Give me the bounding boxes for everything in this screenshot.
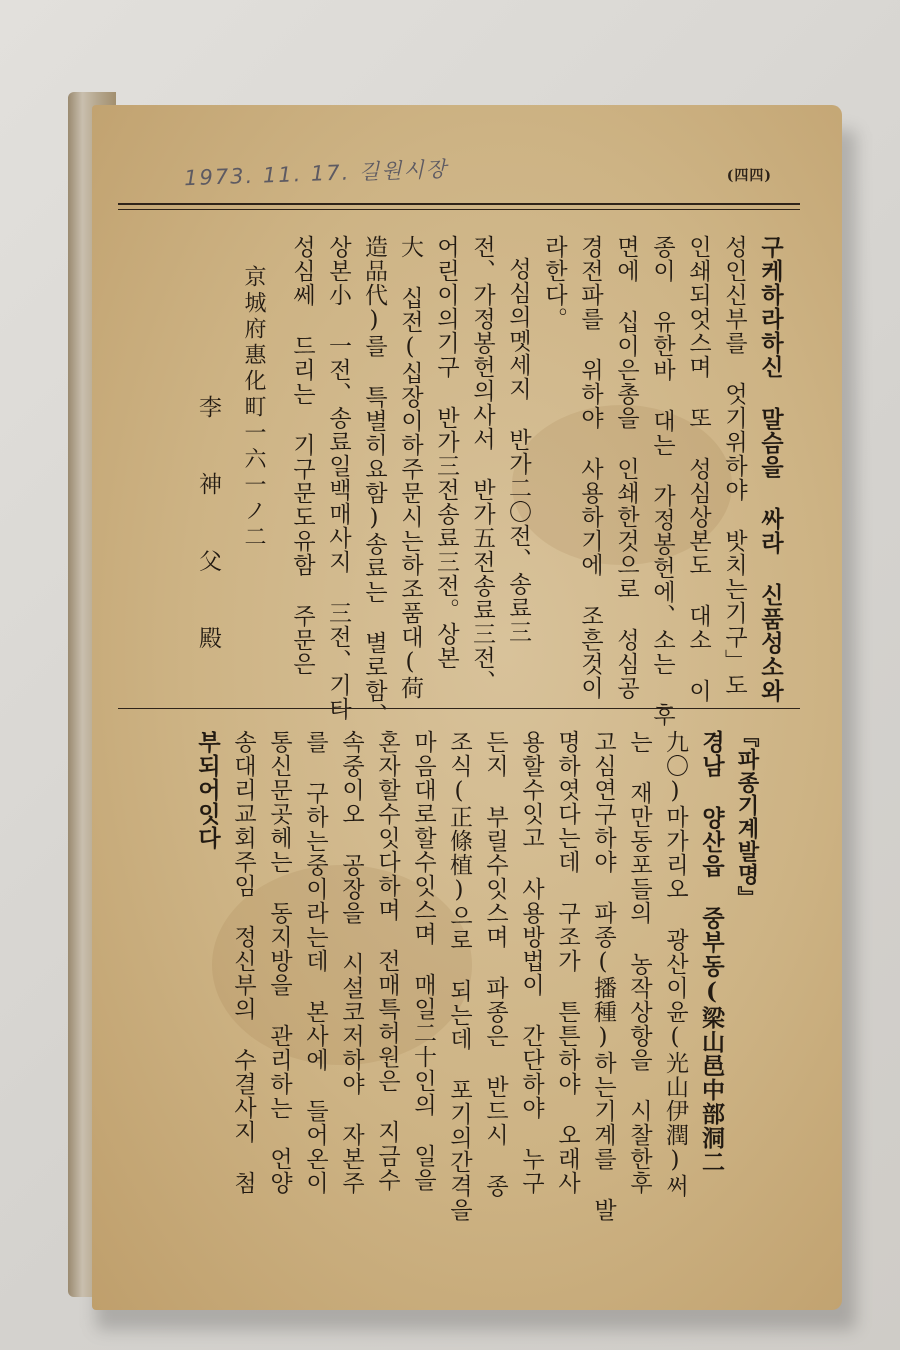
upper-column: 造品代)를 특별히요함)송료는 별로함、 (361, 235, 387, 727)
page-number: (四四) (726, 168, 772, 184)
lower-column: 고심연구하야 파종(播種)하는기계를 발 (590, 730, 616, 1222)
upper-column: 어린이의기구 반가三전송료三전。상본 (433, 235, 459, 670)
lower-column: 마음대로할수잇스며 매일二十인의 일을 (410, 730, 436, 1192)
lower-column: 속중이오 공장을 시설코저하야 자본주 (338, 730, 364, 1195)
lower-column: 九〇)마가리오 광산이윤(光山伊潤)써 (662, 730, 688, 1198)
upper-column: 인쇄되엇스며 또 성심상본도 대소 이 (685, 235, 711, 703)
upper-column: 상본小 一전、송료일백매사지 三전、기타 (325, 235, 351, 721)
upper-column: 라한다。 (541, 235, 567, 331)
upper-column: 성인신부를 엇기위하야 밧치는기구」도 (721, 235, 747, 697)
upper-column: 구케하라하신 말슴을 싸라 신품성소와 (757, 235, 784, 703)
section-divider (118, 708, 800, 709)
lower-column: 통신문곳헤는 동지방을 관리하는 언양 (266, 730, 292, 1195)
handwritten-note: 1973. 11. 17. 길원시장 (183, 157, 449, 191)
upper-column: 성심쎄 드리는 기구문도유함 주문은 (289, 235, 315, 676)
lower-column: 조식(正條植)으로 되는데 포기의간격을 (446, 730, 472, 1222)
lower-column: 송대리교회주임 정신부의 수결사지 첨 (230, 730, 256, 1195)
header-rule-thin (118, 209, 800, 210)
upper-column: 전、가정봉헌의사서 반가五전송료三전、 (469, 235, 495, 694)
upper-column: 성심의멧세지 반가二〇전、송료三 (505, 257, 531, 644)
lower-column: 경남 양산읍 중부동(梁山邑中部洞二 (698, 730, 725, 1174)
upper-column: 경전파를 위하야 사용하기에 조흔것이 (577, 235, 603, 700)
lower-column: 명하엿다는데 구조가 튼튼하야 오래사 (554, 730, 580, 1195)
upper-column: 종이 유한바 대는 가정봉헌에、소는 후 (649, 235, 675, 727)
upper-column: 면에 십이은총을 인쇄한것으로 성심공 (613, 235, 639, 700)
article-title: 『파종기계발명』 (734, 725, 760, 909)
lower-column: 를 구하는중이라는데 본사에 들어온이 (302, 730, 328, 1195)
address-line: 京城府惠化町一六一ノ二 (241, 265, 266, 551)
lower-column: 혼자할수잇다하며 전매특허원은 지금수 (374, 730, 400, 1192)
lower-column: 용할수잇고 사용방법이 간단하야 누구 (518, 730, 544, 1195)
lower-column: 부되어잇다 (194, 730, 221, 850)
lower-column: 는 재만동포들의 농작상항을 시찰한후 (626, 730, 652, 1195)
lower-column: 든지 부릴수잇스며 파종은 반드시 종 (482, 730, 508, 1198)
recipient-line: 李 神 父 殿 (195, 395, 221, 663)
document-page (92, 105, 842, 1310)
header-rule (118, 203, 800, 205)
upper-column: 大 십전(십장이하주문시는하조품대(荷 (397, 235, 423, 700)
